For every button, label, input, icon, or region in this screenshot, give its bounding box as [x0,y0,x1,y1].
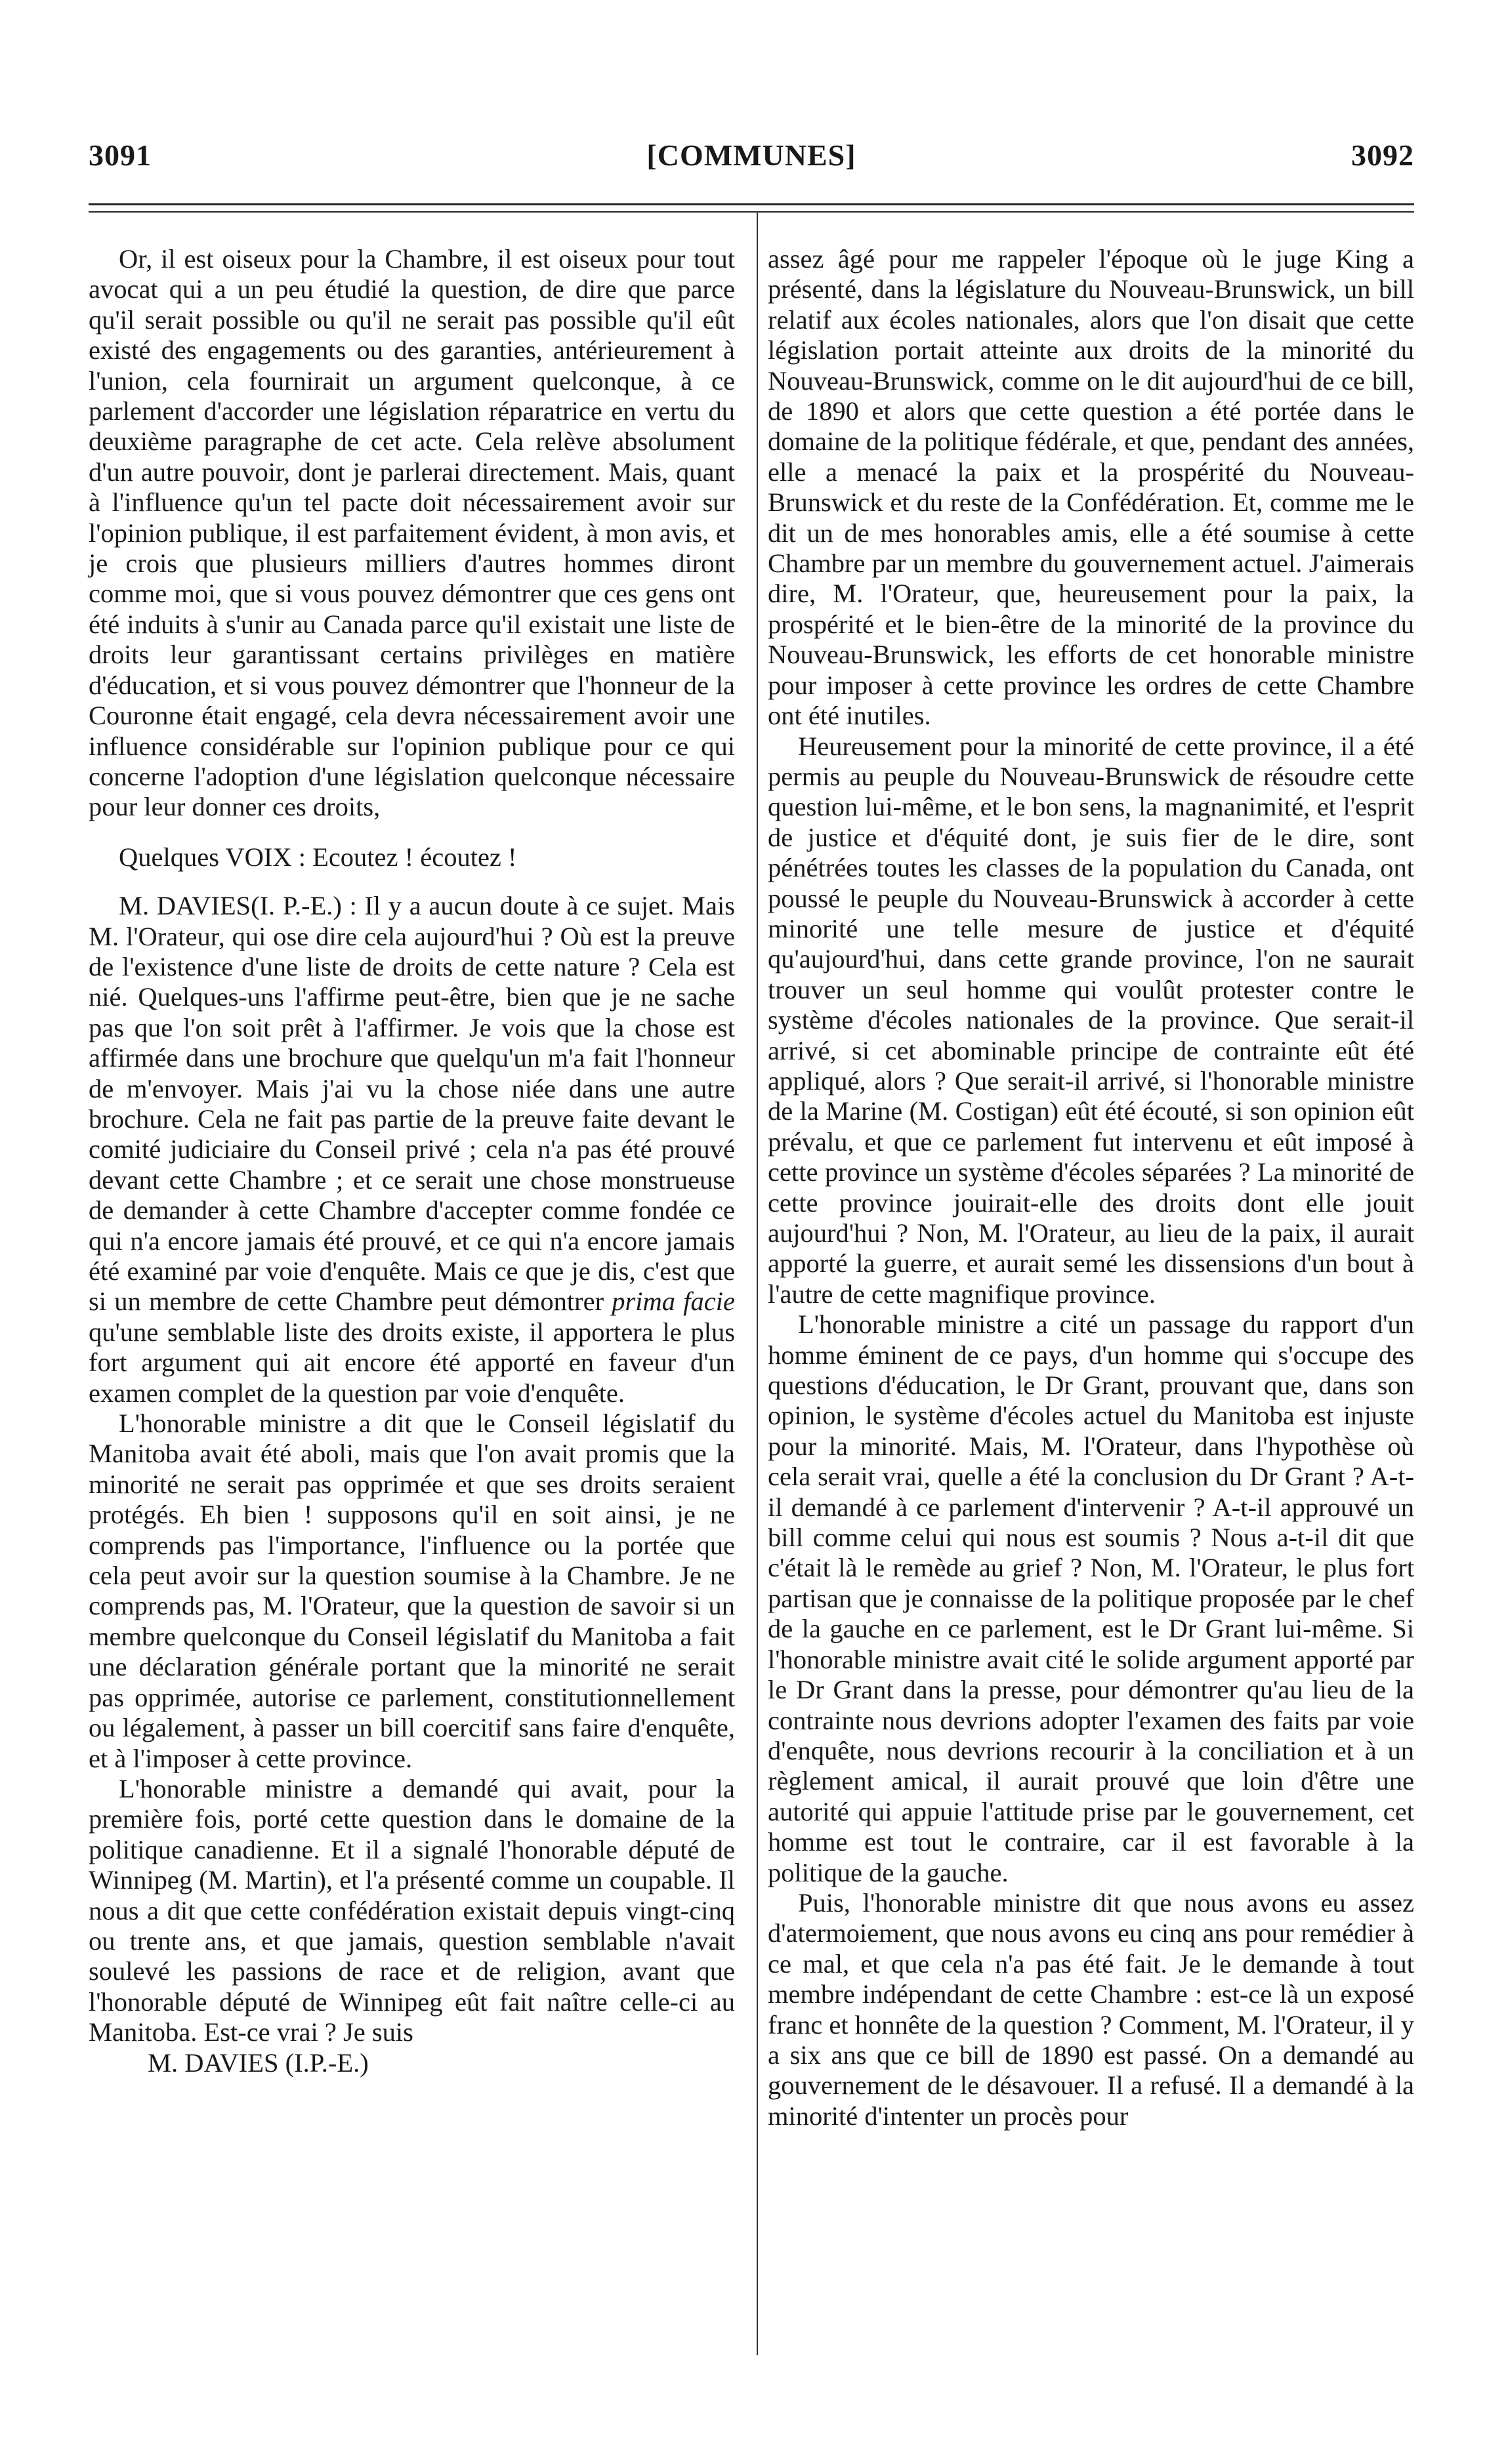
speaker-party: (I. P.-E.) : [251,891,357,921]
left-paragraph-4: L'honorable ministre a demandé qui avait, pour la première fois, porté cette question dans le domaine de la politique canadienne. Et il a signalé l'honorable député de Winnipeg (M. Martin), et l'a présenté comme un coupable. Il nous a dit que cette confédération existait depuis vingt-cinq ou trente ans, et que jamais, question semblable n'avait soulevé les passions de race et de religion, avant que l'honorable député de Winnipeg eût fait naître celle-ci au Manitoba. Est-ce vrai ? Je suis [89,1773,735,2047]
page-number-right: 3092 [1351,138,1414,172]
left-paragraph-2-text-b: qu'une semblable liste des droits existe, il apportera le plus fort argument qui ait encore été apporté en faveur d'un examen complet de la question par voie d'enquête. [89,1317,735,1408]
right-paragraph-3: L'honorable ministre a cité un passage du rapport d'un homme éminent de ce pays, d'un homme qui s'occupe des questions d'éducation, le Dr Grant, prouvant que, dans son opinion, le système d'écoles actuel du Manitoba est injuste pour la minorité. Mais, M. l'Orateur, dans l'hypothèse où cela serait vrai, quelle a été la conclusion du Dr Grant ? A-t-il demandé à ce parlement d'intervenir ? A-t-il approuvé un bill comme celui qui nous est soumis ? Nous a-t-il dit que c'était là le remède au grief ? Non, M. l'Orateur, le plus fort partisan que je connaisse de la politique proposée par le chef de la gauche en ce parlement, est le Dr Grant lui-même. Si l'honorable ministre avait cité le solide argument apporté par le Dr Grant dans la presse, pour démontrer qu'au lieu de la contrainte nous devrions adopter l'examen des faits par voie d'enquête, nous devrions recourir à la conciliation et à un règlement amical, il aurait prouvé que loin d'être une autorité qui appuie l'attitude prise par le gouvernement, cet homme est tout le contraire, car il est favorable à la politique de la gauche. [768,1309,1414,1887]
column-divider [757,211,758,2355]
left-paragraph-1: Or, il est oiseux pour la Chambre, il est oiseux pour tout avocat qui a un peu étudié la question, de dire que parce qu'il serait possible ou qu'il ne serait pas possible qu'il eût existé des engagements ou des garanties, antérieurement à l'union, cela fournirait un argument quelconque, à ce parlement d'accorder une législation réparatrice en vertu du deuxième paragraphe de cet acte. Cela relève absolument d'un autre pouvoir, dont je parlerai directement. Mais, quant à l'influence qu'un tel pacte doit nécessairement avoir sur l'opinion publique, il est parfaitement évident, à mon avis, et je crois que plusieurs milliers d'autres hommes diront comme moi, que si vous pouvez démontrer que ces gens ont été induits à s'unir au Canada parce qu'il existait une liste de droits leur garantissant certains privilèges en matière d'éducation, et si vous pouvez démontrer que l'honneur de la Couronne était engagé, cela devra nécessairement avoir une influence considérable sur l'opinion publique pour ce qui concerne l'adoption d'une législation quelconque nécessaire pour leur donner ces droits, [89,244,735,822]
right-paragraph-4: Puis, l'honorable ministre dit que nous avons eu assez d'atermoiement, que nous avons eu cinq ans pour remédier à ce mal, et que cela n'a pas été fait. Je le demande à tout membre indépendant de cette Chambre : est-ce là un exposé franc et honnête de la question ? Comment, M. l'Orateur, il y a six ans que ce bill de 1890 est passé. On a demandé au gouvernement de le désavouer. Il a refusé. Il a demandé à la minorité d'intenter un procès pour [768,1887,1414,2131]
header-rule [89,203,1414,205]
left-paragraph-2 [89,891,735,1408]
left-paragraph-2-text-a: Il y a aucun doute à ce sujet. Mais M. l'Orateur, qui ose dire cela aujourd'hui ? Où est la preuve de l'existence d'une liste de droits de cette nature ? Cela est nié. Quelques-uns l'affirme peut-être, bien que je ne sache pas que l'on soit prêt à l'affirmer. Je vois que la chose est affirmée dans une brochure que quelqu'un m'a fait l'honneur de m'envoyer. Mais j'ai vu la chose niée dans une autre brochure. Cela ne fait pas partie de la preuve faite devant le comité judiciaire du Conseil privé ; cela n'a pas été prouvé devant cette Chambre ; et ce serait une chose monstrueuse de demander à cette Chambre d'accepter comme fondée ce qui n'a encore jamais été prouvé, et ce qui n'a encore jamais été examiné par voie d'enquête. Mais ce que je dis, c'est que si un membre de cette Chambre peut démontrer [89,891,735,1317]
left-paragraph-2-italic: prima facie [612,1286,735,1317]
header-rule-secondary [89,211,1414,213]
right-paragraph-1: assez âgé pour me rappeler l'époque où le juge King a présenté, dans la législature du Nouveau-Brunswick, un bill relatif aux écoles nationales, alors que l'on disait que cette législation portait atteinte aux droits de la minorité du Nouveau-Brunswick, comme on le dit aujourd'hui de ce bill, de 1890 et alors que cette question a été portée dans le domaine de la politique fédérale, et que, pendant des années, elle a menacé la paix et la prospérité du Nouveau-Brunswick et du reste de la Confédération. Et, comme me le dit un de mes honorables amis, elle a été soumise à cette Chambre par un membre du gouvernement actuel. J'aimerais dire, M. l'Orateur, que, heureusement pour la paix, la prospérité et le bien-être de la minorité de la province du Nouveau-Brunswick, les efforts de cet honorable ministre pour imposer à cette province les ordres de cette Chambre ont été inutiles. [768,244,1414,731]
left-column [89,244,735,2078]
page-title: [COMMUNES] [646,138,856,172]
page-header [89,138,1414,177]
right-column [768,244,1414,2131]
speaker-name: M. DAVIES [119,891,251,921]
left-paragraph-3: L'honorable ministre a dit que le Conseil législatif du Manitoba avait été aboli, mais que l'on avait promis que la minorité ne serait pas opprimée et que ses droits seraient protégés. Eh bien ! supposons qu'il en soit ainsi, je ne comprends pas l'importance, l'influence ou la portée que cela peut avoir sur la question soumise à la Chambre. Je ne comprends pas, M. l'Orateur, que la question de savoir si un membre quelconque du Conseil législatif du Manitoba a fait une déclaration générale portant que la minorité ne serait pas opprimée, autorise ce parlement, constitutionnellement ou légalement, à passer un bill coercitif sans faire d'enquête, et à l'imposer à cette province. [89,1408,735,1773]
page-number-left: 3091 [89,138,152,172]
voices-interjection: Quelques VOIX : Ecoutez ! écoutez ! [119,842,517,872]
right-paragraph-2: Heureusement pour la minorité de cette province, il a été permis au peuple du Nouveau-Brunswick de résoudre cette question lui-même, et le bon sens, la magnanimité, et l'esprit de justice et d'équité dont, je suis fier de le dire, sont pénétrées toutes les classes de la population du Canada, ont poussé le peuple du Nouveau-Brunswick à accorder à cette minorité une telle mesure de justice et d'équité qu'aujourd'hui, dans cette grande province, l'on ne saurait trouver un seul homme qui voulût protester contre le système d'écoles nationales de la province. Que serait-il arrivé, si cet abominable principe de contrainte eût été appliqué, alors ? Que serait-il arrivé, si l'honorable ministre de la Marine (M. Costigan) eût été écouté, si son opinion eût prévalu, et que ce parlement fut intervenu et eût imposé à cette province un système d'écoles séparées ? La minorité de cette province jouirait-elle des droits dont elle jouit aujourd'hui ? Non, M. l'Orateur, au lieu de la paix, il aurait apporté la guerre, et aurait semé les dissensions d'un bout à l'autre de cette magnifique province. [768,731,1414,1309]
running-footer-speaker: M. DAVIES (I.P.-E.) [148,2047,369,2078]
